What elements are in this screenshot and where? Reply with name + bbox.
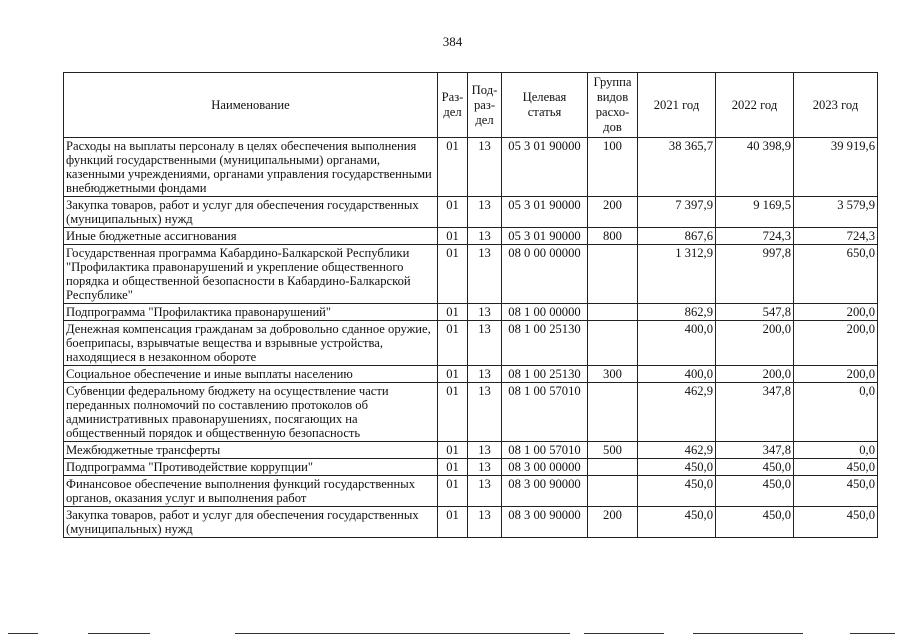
cell-2021: 862,9 (638, 304, 716, 321)
footer-rules (0, 633, 905, 637)
col-header-podrazdel: Под- раз- дел (468, 73, 502, 138)
cell-2023: 724,3 (794, 228, 878, 245)
cell-razdel: 01 (438, 228, 468, 245)
cell-2022: 200,0 (716, 366, 794, 383)
cell-2023: 0,0 (794, 383, 878, 442)
table-row (64, 197, 878, 228)
table-row (64, 138, 878, 197)
cell-target: 08 1 00 25130 (502, 366, 588, 383)
cell-2022: 547,8 (716, 304, 794, 321)
cell-group: 300 (588, 366, 638, 383)
table-row (64, 366, 878, 383)
cell-group (588, 245, 638, 304)
table-row (64, 245, 878, 304)
cell-target: 08 1 00 57010 (502, 383, 588, 442)
cell-razdel: 01 (438, 138, 468, 197)
cell-podrazdel: 13 (468, 304, 502, 321)
cell-2021: 462,9 (638, 383, 716, 442)
col-header-target: Целевая статья (502, 73, 588, 138)
cell-razdel: 01 (438, 383, 468, 442)
cell-razdel: 01 (438, 245, 468, 304)
cell-2021: 450,0 (638, 459, 716, 476)
cell-target: 08 1 00 57010 (502, 442, 588, 459)
col-header-2023: 2023 год (794, 73, 878, 138)
cell-name: Иные бюджетные ассигнования (64, 228, 438, 245)
cell-name: Социальное обеспечение и иные выплаты населению (64, 366, 438, 383)
cell-target: 08 0 00 00000 (502, 245, 588, 304)
cell-2022: 40 398,9 (716, 138, 794, 197)
cell-target: 05 3 01 90000 (502, 228, 588, 245)
cell-2021: 400,0 (638, 321, 716, 366)
col-header-razdel: Раз- дел (438, 73, 468, 138)
cell-2023: 200,0 (794, 321, 878, 366)
cell-name: Закупка товаров, работ и услуг для обеспечения государственных (муниципальных) нужд (64, 507, 438, 538)
cell-name: Подпрограмма "Профилактика правонарушений" (64, 304, 438, 321)
col-header-2022: 2022 год (716, 73, 794, 138)
table-row (64, 228, 878, 245)
table-row (64, 304, 878, 321)
cell-2023: 450,0 (794, 507, 878, 538)
table-row (64, 507, 878, 538)
cell-razdel: 01 (438, 304, 468, 321)
cell-name: Закупка товаров, работ и услуг для обеспечения государственных (муниципальных) нужд (64, 197, 438, 228)
cell-2021: 7 397,9 (638, 197, 716, 228)
cell-group (588, 383, 638, 442)
cell-name: Финансовое обеспечение выполнения функций государственных органов, оказания услуг и выполнения работ (64, 476, 438, 507)
cell-name: Межбюджетные трансферты (64, 442, 438, 459)
cell-name: Расходы на выплаты персоналу в целях обеспечения выполнения функций государственными (муниципальными) органами, казенными учреждениями, органами управления государственными внебюджетными фондами (64, 138, 438, 197)
cell-target: 08 3 00 90000 (502, 507, 588, 538)
cell-2023: 200,0 (794, 366, 878, 383)
table-row (64, 476, 878, 507)
cell-2023: 200,0 (794, 304, 878, 321)
header-row (64, 73, 878, 138)
col-header-group: Группа видов расхо- дов (588, 73, 638, 138)
cell-razdel: 01 (438, 366, 468, 383)
cell-podrazdel: 13 (468, 459, 502, 476)
cell-target: 08 1 00 25130 (502, 321, 588, 366)
cell-target: 05 3 01 90000 (502, 197, 588, 228)
cell-name: Подпрограмма "Противодействие коррупции" (64, 459, 438, 476)
cell-2022: 997,8 (716, 245, 794, 304)
cell-group (588, 459, 638, 476)
cell-2022: 200,0 (716, 321, 794, 366)
cell-2021: 450,0 (638, 476, 716, 507)
cell-group (588, 304, 638, 321)
table-row (64, 383, 878, 442)
cell-podrazdel: 13 (468, 366, 502, 383)
cell-podrazdel: 13 (468, 197, 502, 228)
cell-2023: 39 919,6 (794, 138, 878, 197)
cell-group: 200 (588, 197, 638, 228)
cell-target: 08 3 00 90000 (502, 476, 588, 507)
table-row (64, 442, 878, 459)
cell-2022: 9 169,5 (716, 197, 794, 228)
cell-2021: 400,0 (638, 366, 716, 383)
cell-name: Денежная компенсация гражданам за добровольно сданное оружие, боеприпасы, взрывчатые вещества и взрывные устройства, находящиеся в незаконном обороте (64, 321, 438, 366)
cell-group: 500 (588, 442, 638, 459)
cell-podrazdel: 13 (468, 228, 502, 245)
cell-podrazdel: 13 (468, 507, 502, 538)
cell-razdel: 01 (438, 459, 468, 476)
cell-target: 08 1 00 00000 (502, 304, 588, 321)
cell-2023: 0,0 (794, 442, 878, 459)
cell-2022: 347,8 (716, 442, 794, 459)
cell-podrazdel: 13 (468, 321, 502, 366)
cell-2023: 650,0 (794, 245, 878, 304)
col-header-name: Наименование (64, 73, 438, 138)
cell-2021: 38 365,7 (638, 138, 716, 197)
cell-2021: 1 312,9 (638, 245, 716, 304)
cell-2023: 3 579,9 (794, 197, 878, 228)
cell-2022: 450,0 (716, 459, 794, 476)
cell-group: 100 (588, 138, 638, 197)
cell-podrazdel: 13 (468, 245, 502, 304)
budget-table (63, 72, 878, 538)
cell-group: 800 (588, 228, 638, 245)
cell-2022: 450,0 (716, 476, 794, 507)
cell-razdel: 01 (438, 197, 468, 228)
cell-2021: 462,9 (638, 442, 716, 459)
cell-2023: 450,0 (794, 476, 878, 507)
cell-podrazdel: 13 (468, 383, 502, 442)
table-row (64, 321, 878, 366)
cell-2022: 450,0 (716, 507, 794, 538)
cell-razdel: 01 (438, 442, 468, 459)
col-header-2021: 2021 год (638, 73, 716, 138)
cell-razdel: 01 (438, 476, 468, 507)
cell-razdel: 01 (438, 321, 468, 366)
cell-target: 05 3 01 90000 (502, 138, 588, 197)
cell-group (588, 476, 638, 507)
cell-name: Государственная программа Кабардино-Балкарской Республики "Профилактика правонарушений и укрепление общественного порядка и общественной безопасности в Кабардино-Балкарской Республике" (64, 245, 438, 304)
cell-group (588, 321, 638, 366)
page-number: 384 (442, 34, 463, 49)
cell-2021: 867,6 (638, 228, 716, 245)
cell-2022: 347,8 (716, 383, 794, 442)
cell-podrazdel: 13 (468, 442, 502, 459)
cell-podrazdel: 13 (468, 138, 502, 197)
cell-2023: 450,0 (794, 459, 878, 476)
cell-2022: 724,3 (716, 228, 794, 245)
cell-group: 200 (588, 507, 638, 538)
cell-razdel: 01 (438, 507, 468, 538)
cell-target: 08 3 00 00000 (502, 459, 588, 476)
cell-podrazdel: 13 (468, 476, 502, 507)
table-row (64, 459, 878, 476)
cell-2021: 450,0 (638, 507, 716, 538)
cell-name: Субвенции федеральному бюджету на осуществление части переданных полномочий по составлению протоколов об административных правонарушениях, посягающих на общественный порядок и общественную безопасность (64, 383, 438, 442)
